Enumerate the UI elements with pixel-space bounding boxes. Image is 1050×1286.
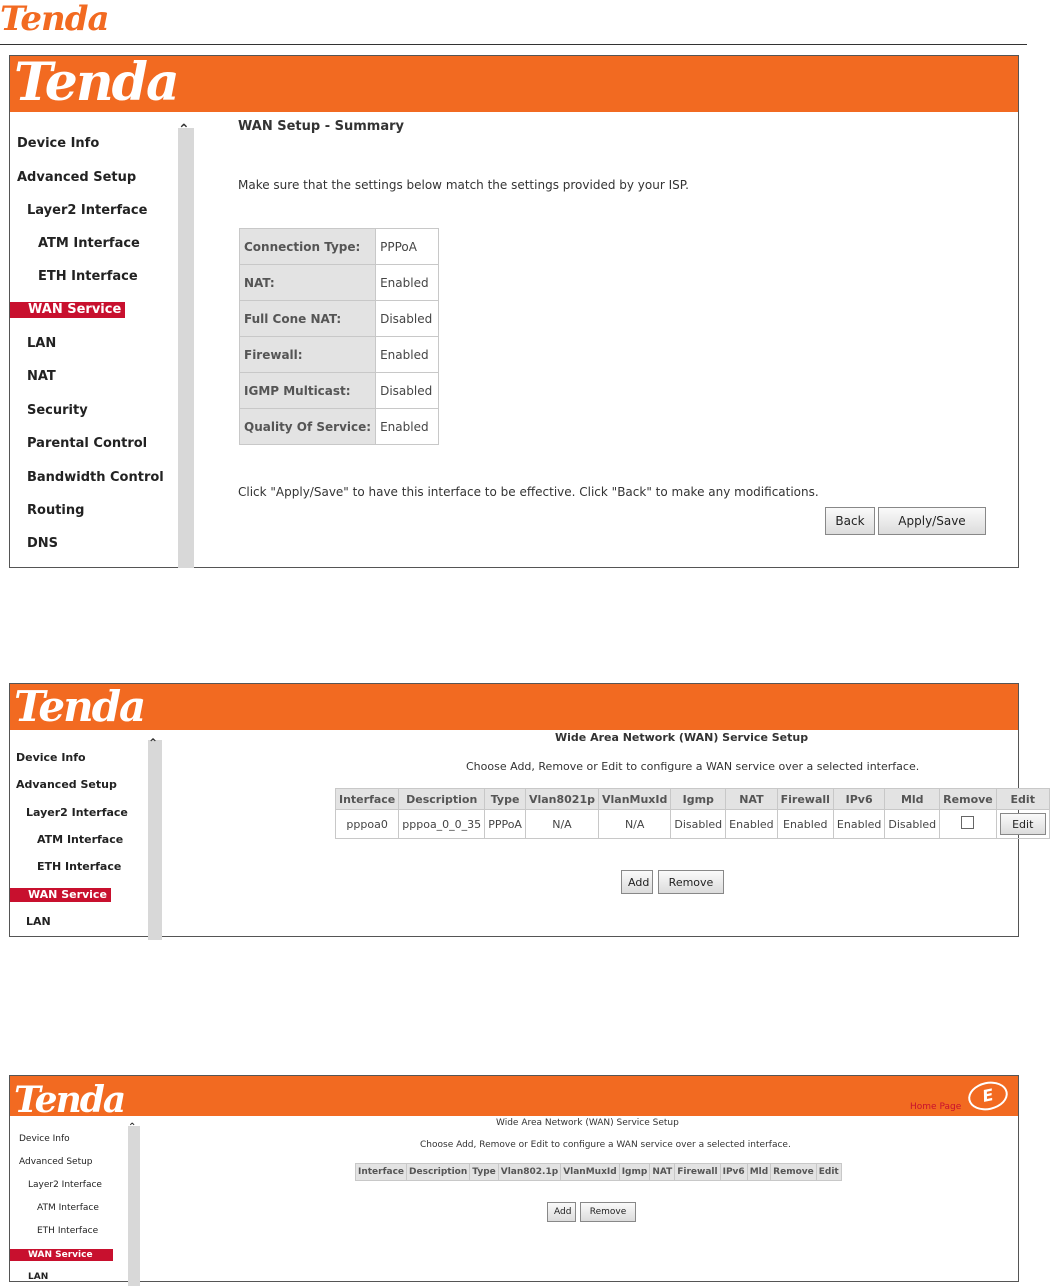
sidebar-item-wan-service[interactable]: WAN Service	[10, 302, 125, 318]
column-header: IPv6	[833, 789, 884, 810]
column-header: VlanMuxId	[561, 1164, 620, 1181]
footer-note: Click "Apply/Save" to have this interface to be effective. Click "Back" to make any modifications.	[238, 485, 819, 499]
cell-remove	[940, 810, 997, 839]
sidebar-item-parental-control[interactable]: Parental Control	[27, 436, 148, 451]
add-button[interactable]: Add	[547, 1202, 576, 1222]
column-header: Interface	[336, 789, 399, 810]
sidebar-item-layer2-interface[interactable]: Layer2 Interface	[27, 203, 148, 218]
sidebar-item-bandwidth-control[interactable]: Bandwidth Control	[27, 470, 164, 485]
remove-button[interactable]: Remove	[658, 870, 724, 894]
column-header: IPv6	[720, 1164, 747, 1181]
table-row	[240, 337, 439, 373]
cell-interface: pppoa0	[336, 810, 399, 839]
sidebar-item-wan-service[interactable]: WAN Service	[10, 1249, 113, 1261]
table-row	[240, 409, 439, 445]
sidebar-item-advanced-setup[interactable]: Advanced Setup	[17, 170, 137, 185]
brand-banner	[10, 1076, 1018, 1116]
column-header: Firewall	[777, 789, 833, 810]
column-header: Vlan8021p	[525, 789, 598, 810]
column-header: Description	[399, 789, 485, 810]
table-row	[240, 301, 439, 337]
instruction-text: Make sure that the settings below match the settings provided by your ISP.	[238, 178, 689, 192]
sidebar-item-atm-interface[interactable]: ATM Interface	[37, 833, 124, 846]
cell-firewall: Enabled	[777, 810, 833, 839]
column-header: Firewall	[675, 1164, 720, 1181]
column-header: Remove	[940, 789, 997, 810]
column-header: Igmp	[671, 789, 726, 810]
sidebar	[10, 1116, 142, 1281]
sidebar-item-device-info[interactable]: Device Info	[19, 1134, 70, 1144]
cell-vlanmuxid: N/A	[598, 810, 670, 839]
instruction-text: Choose Add, Remove or Edit to configure a WAN service over a selected interface.	[420, 1140, 791, 1150]
back-button[interactable]: Back	[825, 507, 875, 535]
wan-service-table	[335, 788, 1050, 839]
column-header: NAT	[726, 789, 777, 810]
apply-save-button[interactable]: Apply/Save	[878, 507, 986, 535]
scroll-up-icon[interactable]: ⌃	[178, 122, 190, 138]
remove-button[interactable]: Remove	[580, 1202, 636, 1222]
cell-edit	[996, 810, 1049, 839]
cell-ipv6: Enabled	[833, 810, 884, 839]
summary-value: Disabled	[376, 301, 439, 337]
sidebar-item-security[interactable]: Security	[27, 403, 88, 418]
sidebar-item-layer2-interface[interactable]: Layer2 Interface	[26, 806, 128, 819]
table-header-row	[356, 1164, 842, 1181]
sidebar-item-advanced-setup[interactable]: Advanced Setup	[16, 778, 117, 791]
sidebar-item-device-info[interactable]: Device Info	[17, 136, 100, 151]
summary-value: Disabled	[376, 373, 439, 409]
sidebar	[10, 112, 196, 567]
sidebar-item-eth-interface[interactable]: ETH Interface	[37, 1226, 99, 1236]
header-divider	[0, 44, 1027, 45]
wan-service-table	[355, 1163, 842, 1181]
instruction-text: Choose Add, Remove or Edit to configure a WAN service over a selected interface.	[466, 760, 920, 773]
table-row	[240, 229, 439, 265]
summary-label: Connection Type:	[240, 229, 376, 265]
sidebar-item-lan[interactable]: LAN	[26, 915, 51, 928]
sidebar-scrollbar[interactable]	[178, 128, 194, 568]
edit-button[interactable]: Edit	[1000, 813, 1046, 835]
sidebar-item-routing[interactable]: Routing	[27, 503, 85, 518]
brand-logo: Tenda	[14, 1079, 125, 1121]
sidebar-item-nat[interactable]: NAT	[27, 369, 56, 384]
cell-type: PPPoA	[485, 810, 526, 839]
summary-label: IGMP Multicast:	[240, 373, 376, 409]
sidebar-scrollbar[interactable]	[148, 740, 162, 940]
summary-value: Enabled	[376, 265, 439, 301]
column-header: Interface	[356, 1164, 407, 1181]
column-header: NAT	[650, 1164, 675, 1181]
sidebar-item-dns[interactable]: DNS	[27, 536, 59, 551]
cell-nat: Enabled	[726, 810, 777, 839]
cell-mld: Disabled	[885, 810, 940, 839]
column-header: Igmp	[619, 1164, 650, 1181]
column-header: Mld	[885, 789, 940, 810]
scroll-up-icon[interactable]: ⌃	[128, 1122, 137, 1133]
home-page-link[interactable]: Home Page	[910, 1102, 962, 1112]
summary-value: Enabled	[376, 409, 439, 445]
sidebar-item-atm-interface[interactable]: ATM Interface	[37, 1203, 99, 1213]
cell-vlan8021p: N/A	[525, 810, 598, 839]
wan-service-empty-panel	[9, 1075, 1019, 1282]
sidebar-item-eth-interface[interactable]: ETH Interface	[37, 860, 122, 873]
column-header: Edit	[996, 789, 1049, 810]
sidebar	[10, 730, 166, 936]
brand-logo: Tenda	[14, 52, 178, 113]
summary-table	[239, 228, 439, 445]
sidebar-item-lan[interactable]: LAN	[28, 1272, 49, 1282]
table-row	[336, 810, 1050, 839]
brand-logo: Tenda	[14, 682, 145, 731]
sidebar-item-eth-interface[interactable]: ETH Interface	[38, 269, 138, 284]
cell-igmp: Disabled	[671, 810, 726, 839]
page-title: WAN Setup - Summary	[238, 119, 404, 134]
document-logo: Tenda	[0, 0, 109, 39]
sidebar-scrollbar[interactable]	[128, 1126, 140, 1286]
table-header-row	[336, 789, 1050, 810]
wan-summary-panel	[9, 52, 1019, 568]
column-header: Description	[407, 1164, 470, 1181]
add-button[interactable]: Add	[621, 870, 653, 894]
summary-label: Quality Of Service:	[240, 409, 376, 445]
summary-label: Full Cone NAT:	[240, 301, 376, 337]
scroll-up-icon[interactable]: ⌃	[148, 736, 159, 750]
column-header: Type	[485, 789, 526, 810]
column-header: Edit	[816, 1164, 841, 1181]
cell-description: pppoa_0_0_35	[399, 810, 485, 839]
column-header: Remove	[771, 1164, 817, 1181]
wan-service-panel	[9, 682, 1035, 937]
column-header: Type	[470, 1164, 498, 1181]
page-title: Wide Area Network (WAN) Service Setup	[555, 731, 809, 744]
brand-banner	[10, 684, 1018, 730]
summary-label: Firewall:	[240, 337, 376, 373]
summary-value: Enabled	[376, 337, 439, 373]
remove-checkbox[interactable]	[961, 816, 974, 829]
page-title: Wide Area Network (WAN) Service Setup	[496, 1118, 679, 1128]
table-row	[240, 265, 439, 301]
sidebar-item-lan[interactable]: LAN	[27, 336, 57, 351]
e-logo-icon: E	[966, 1078, 1011, 1114]
sidebar-item-layer2-interface[interactable]: Layer2 Interface	[28, 1180, 102, 1190]
column-header: Mld	[747, 1164, 770, 1181]
sidebar-item-atm-interface[interactable]: ATM Interface	[38, 236, 140, 251]
column-header: VlanMuxId	[598, 789, 670, 810]
column-header: Vlan802.1p	[498, 1164, 560, 1181]
sidebar-item-advanced-setup[interactable]: Advanced Setup	[19, 1157, 93, 1167]
summary-label: NAT:	[240, 265, 376, 301]
summary-value: PPPoA	[376, 229, 439, 265]
sidebar-item-wan-service[interactable]: WAN Service	[10, 888, 111, 902]
table-row	[240, 373, 439, 409]
sidebar-item-device-info[interactable]: Device Info	[16, 751, 86, 764]
